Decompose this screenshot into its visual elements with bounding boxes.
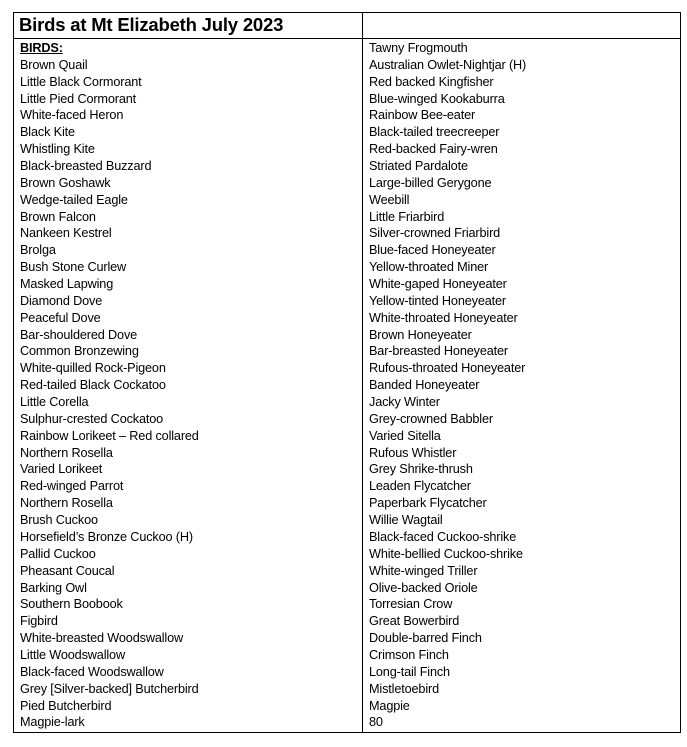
bird-list-item: Whistling Kite: [20, 142, 95, 157]
page-title: Birds at Mt Elizabeth July 2023: [19, 14, 284, 35]
bird-list-item: Olive-backed Oriole: [369, 580, 478, 595]
bird-list-item: Yellow-tinted Honeyeater: [369, 293, 506, 308]
bird-list-table: [13, 12, 681, 733]
bird-list-item: Long-tail Finch: [369, 664, 450, 679]
bird-list-item: Varied Lorikeet: [20, 462, 103, 477]
bird-list-item: Horsefield’s Bronze Cuckoo (H): [20, 529, 193, 544]
bird-list-item: Australian Owlet-Nightjar (H): [369, 57, 527, 72]
bird-list-item: Blue-winged Kookaburra: [369, 91, 505, 106]
bird-list-item: White-faced Heron: [20, 108, 124, 123]
bird-list-item: Wedge-tailed Eagle: [20, 192, 128, 207]
bird-list-item: Blue-faced Honeyeater: [369, 243, 496, 258]
bird-list-item: Little Friarbird: [369, 209, 445, 224]
bird-list-item: Pheasant Coucal: [20, 563, 115, 578]
column-divider: [362, 13, 363, 732]
bird-list-item: Peaceful Dove: [20, 310, 101, 325]
bird-list-item: Paperbark Flycatcher: [369, 496, 487, 511]
bird-list-item: White-throated Honeyeater: [369, 310, 518, 325]
bird-list-item: Magpie: [369, 698, 410, 713]
bird-list-item: Red backed Kingfisher: [369, 74, 494, 89]
bird-list-item: White-gaped Honeyeater: [369, 277, 507, 292]
bird-list-item: White-quilled Rock-Pigeon: [20, 361, 166, 376]
bird-list-item: Rainbow Lorikeet – Red collared: [20, 428, 199, 443]
bird-list-item: Grey-crowned Babbler: [369, 411, 493, 426]
bird-list-item: Rufous-throated Honeyeater: [369, 361, 526, 376]
bird-list-item: Magpie-lark: [20, 715, 85, 730]
bird-list-item: Little Corella: [20, 395, 89, 410]
bird-list-item: Silver-crowned Friarbird: [369, 226, 501, 241]
table-header-row: [14, 13, 680, 39]
bird-list-item: Pallid Cuckoo: [20, 546, 96, 561]
bird-list-item: Grey [Silver-backed] Butcherbird: [20, 681, 199, 696]
bird-list-item: Little Black Cormorant: [20, 74, 142, 89]
bird-list-item: Banded Honeyeater: [369, 378, 480, 393]
bird-list-item: Tawny Frogmouth: [369, 41, 468, 55]
bird-list-item: Black-breasted Buzzard: [20, 159, 152, 174]
bird-list-item: Figbird: [20, 614, 58, 629]
bird-list-item: Diamond Dove: [20, 293, 103, 308]
bird-list-item: Brush Cuckoo: [20, 513, 98, 528]
left-column: [20, 40, 199, 731]
bird-list-item: Little Woodswallow: [20, 647, 125, 662]
bird-list-item: Masked Lapwing: [20, 277, 114, 292]
bird-list-item: Willie Wagtail: [369, 513, 443, 528]
bird-list-item: Black Kite: [20, 125, 75, 140]
bird-list-item: Double-barred Finch: [369, 631, 482, 646]
bird-list-item: Striated Pardalote: [369, 159, 468, 174]
bird-list-item: White-winged Triller: [369, 563, 478, 578]
bird-list-item: Sulphur-crested Cockatoo: [20, 411, 164, 426]
bird-list-item: Common Bronzewing: [20, 344, 139, 359]
bird-list-item: Weebill: [369, 192, 410, 207]
bird-list-item: Grey Shrike-thrush: [369, 462, 473, 477]
bird-list-item: Black-tailed treecreeper: [369, 125, 500, 140]
bird-list-item: Bar-breasted Honeyeater: [369, 344, 509, 359]
bird-list-item: Leaden Flycatcher: [369, 479, 471, 494]
bird-list-item: Yellow-throated Miner: [369, 260, 489, 275]
bird-list-item: Bush Stone Curlew: [20, 260, 127, 275]
bird-list-item: Northern Rosella: [20, 496, 113, 511]
bird-list-item: Rainbow Bee-eater: [369, 108, 476, 123]
right-column: [369, 40, 526, 731]
bird-list-item: Jacky Winter: [369, 395, 440, 410]
bird-list-item: 80: [369, 715, 383, 730]
bird-list-item: Large-billed Gerygone: [369, 175, 492, 190]
bird-list-item: Varied Sitella: [369, 428, 441, 443]
bird-list-item: Rufous Whistler: [369, 445, 457, 460]
bird-list-item: White-breasted Woodswallow: [20, 631, 183, 646]
bird-list-item: Brown Goshawk: [20, 175, 111, 190]
birds-heading: BIRDS:: [20, 41, 63, 55]
bird-list-item: Brown Falcon: [20, 209, 96, 224]
bird-list-item: Mistletoebird: [369, 681, 439, 696]
bird-list-item: Black-faced Cuckoo-shrike: [369, 529, 517, 544]
bird-list-item: Brown Quail: [20, 57, 88, 72]
bird-list-item: Little Pied Cormorant: [20, 91, 137, 106]
bird-list-item: Nankeen Kestrel: [20, 226, 112, 241]
bird-list-item: Northern Rosella: [20, 445, 113, 460]
bird-list-item: Brown Honeyeater: [369, 327, 472, 342]
bird-list-item: Southern Boobook: [20, 597, 123, 612]
bird-list-item: Brolga: [20, 243, 56, 258]
bird-list-item: Barking Owl: [20, 580, 87, 595]
bird-list-item: Crimson Finch: [369, 647, 449, 662]
bird-list-item: Black-faced Woodswallow: [20, 664, 164, 679]
bird-list-item: Bar-shouldered Dove: [20, 327, 138, 342]
bird-list-item: Red-backed Fairy-wren: [369, 142, 498, 157]
bird-list-item: Red-winged Parrot: [20, 479, 124, 494]
bird-list-item: Torresian Crow: [369, 597, 453, 612]
bird-list-item: Great Bowerbird: [369, 614, 460, 629]
bird-list-item: Red-tailed Black Cockatoo: [20, 378, 166, 393]
bird-list-item: White-bellied Cuckoo-shrike: [369, 546, 523, 561]
bird-list-item: Pied Butcherbird: [20, 698, 112, 713]
